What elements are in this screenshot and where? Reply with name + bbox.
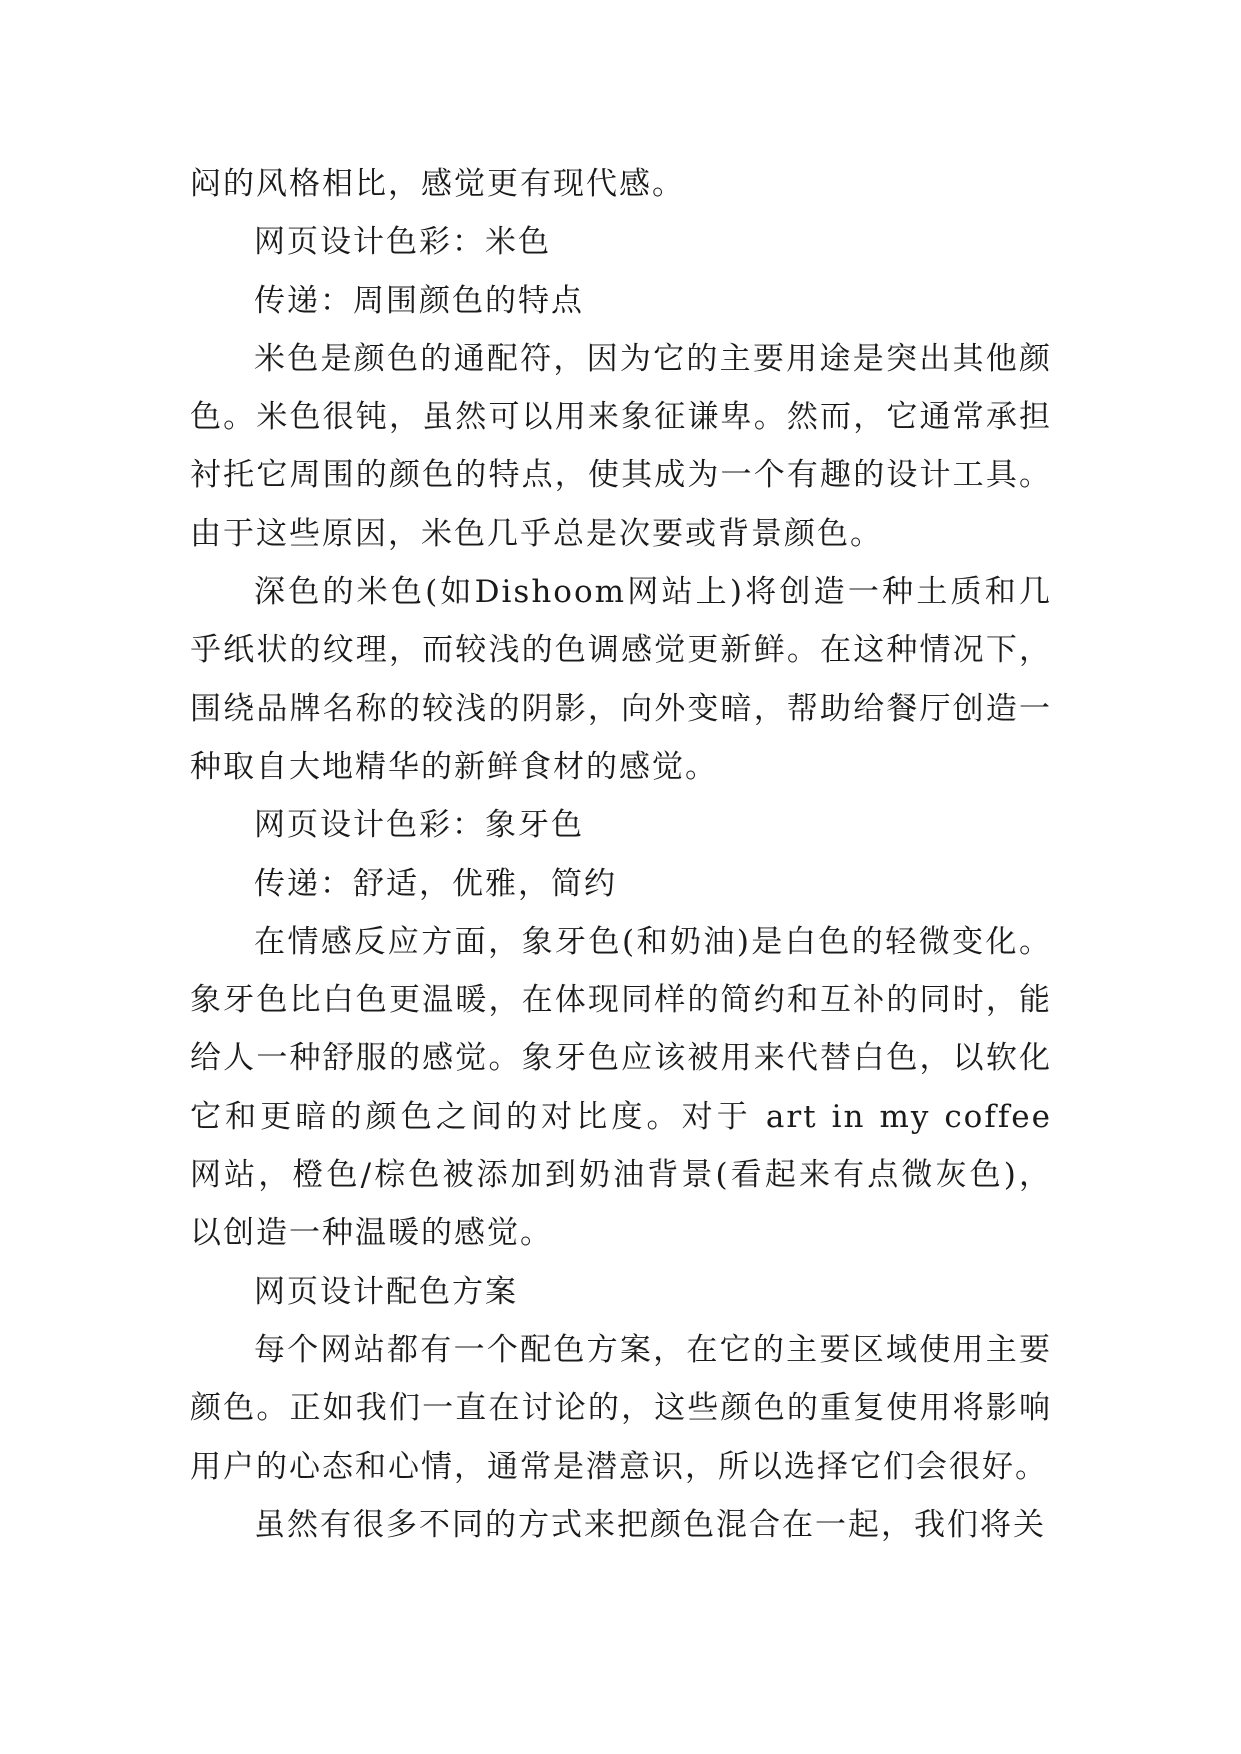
body-text [190,155,1052,1554]
section-subheading-ivory: 传递：舒适，优雅，简约 [254,865,617,902]
section-heading-color-scheme: 网页设计配色方案 [254,1273,518,1310]
section-subheading-beige: 传递：周围颜色的特点 [254,282,584,319]
section-heading-beige: 网页设计色彩：米色 [254,224,551,261]
paragraph-continuation: 闷的风格相比，感觉更有现代感。 [190,166,685,202]
paragraph-beige-example: 深色的米色(如Dishoom网站上)将创造一种土质和几乎纸状的纹理，而较浅的色调感觉更新鲜。在这种情况下，围绕品牌名称的较浅的阴影，向外变暗，帮助给餐厅创造一种取自大地精华的新鲜食材的感觉。 [190,574,1052,785]
section-heading-ivory: 网页设计色彩：象牙色 [254,807,584,844]
paragraph-mixing: 虽然有很多不同的方式来把颜色混合在一起，我们将关 [254,1506,1046,1543]
paragraph-ivory: 在情感反应方面，象牙色(和奶油)是白色的轻微变化。象牙色比白色更温暖，在体现同样的简约和互补的同时，能给人一种舒服的感觉。象牙色应该被用来代替白色，以软化它和更暗的颜色之间的对比度。对于 art in my coffee 网站，橙色/棕色被添加到奶油背景(看起来有点微灰色)，以创造一种温暖的感觉。 [190,923,1052,1252]
paragraph-beige-intro: 米色是颜色的通配符，因为它的主要用途是突出其他颜色。米色很钝，虽然可以用来象征谦卑。然而，它通常承担衬托它周围的颜色的特点，使其成为一个有趣的设计工具。由于这些原因，米色几乎总是次要或背景颜色。 [190,340,1052,552]
paragraph-color-scheme: 每个网站都有一个配色方案，在它的主要区域使用主要颜色。正如我们一直在讨论的，这些颜色的重复使用将影响用户的心态和心情，通常是潜意识，所以选择它们会很好。 [190,1331,1052,1485]
